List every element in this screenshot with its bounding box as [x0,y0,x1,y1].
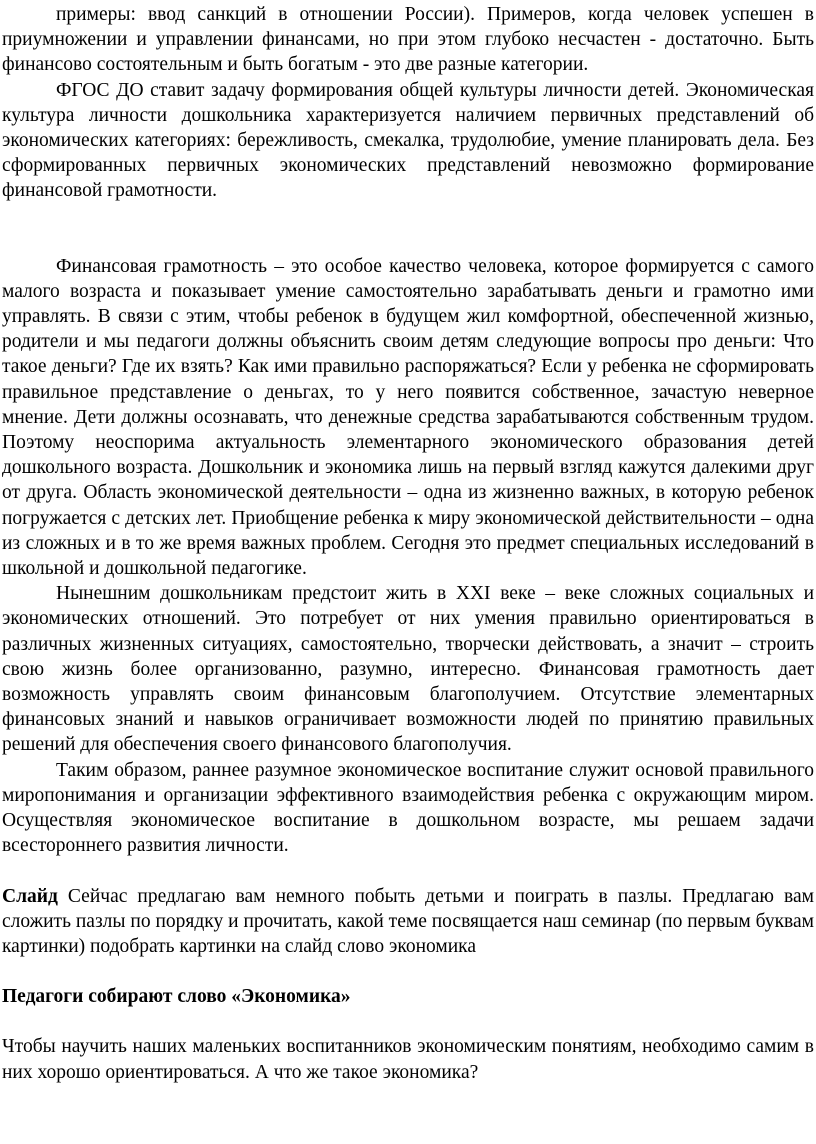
paragraph-xxi-century: Нынешним дошкольникам предстоит жить в XXI веке – веке сложных социальных и экономических отношений. Это потребует от них умения правильно ориентироваться в различных жизненных ситуациях, самостоятельно, творчески действовать, а значит – строить свою жизнь более организованно, разумно, интересно. Финансовая грамотность дает возможность управлять своим финансовым благополучием. Отсутствие элементарных финансовых знаний и навыков ограничивает возможности людей по принятию правильных решений для обеспечения своего финансового благополучия. [2,583,814,756]
paragraph-conclusion: Таким образом, раннее разумное экономическое воспитание служит основой правильного миропонимания и организации эффективного взаимодействия ребенка с окружающим миром. Осуществляя экономическое воспитание в дошкольном возрасте, мы решаем задачи всестороннего развития личности. [2,759,814,857]
spacer [2,1009,814,1034]
spacer [2,204,814,254]
slide-label: Слайд [2,885,58,907]
heading-economics-word: Педагоги собирают слово «Экономика» [2,986,351,1008]
spacer [2,959,814,984]
slide-text: Сейчас предлагаю вам немного побыть детьми и поиграть в пазлы. Предлагаю вам сложить пазлы по порядку и прочитать, какой теме посвящается наш семинар (по первым буквам картинки) подобрать картинки на слайд слово экономика [2,885,814,957]
paragraph-continuation: примеры: ввод санкций в отношении России). Примеров, когда человек успешен в приумножении и управлении финансами, но при этом глубоко несчастен - достаточно. Быть финансово состоятельным и быть богатым - это две разные категории. [2,4,814,76]
paragraph-fgos: ФГОС ДО ставит задачу формирования общей культуры личности детей. Экономическая культура личности дошкольника характеризуется наличием первичных представлений об экономических категориях: бережливость, смекалка, трудолюбие, умение планировать дела. Без сформированных первичных экономических представлений невозможно формирование финансовой грамотности. [2,79,814,202]
paragraph-financial-literacy: Финансовая грамотность – это особое качество человека, которое формируется с самого малого возраста и показывает умение самостоятельно зарабатывать деньги и грамотно ими управлять. В связи с этим, чтобы ребенок в будущем жил комфортной, обеспеченной жизнью, родители и мы педагоги должны объяснить своим детям следующие вопросы про деньги: Что такое деньги? Где их взять? Как ими правильно распоряжаться? Если у ребенка не сформировать правильное представление о деньгах, то у него появится собственное, зачастую неверное мнение. Дети должны осознавать, что денежные средства зарабатываются собственным трудом. Поэтому неоспорима актуальность элементарного экономического образования детей дошкольного возраста. Дошкольник и экономика лишь на первый взгляд кажутся далекими друг от друга. Область экономической деятельности – одна из жизненно важных, в которую ребенок погружается с детских лет. Приобщение ребенка к миру экономической действительности – одна из сложных и в то же время важных проблем. Сегодня это предмет специальных исследований в школьной и дошкольной педагогике. [2,255,814,580]
spacer [2,859,814,884]
paragraph-economics-question: Чтобы научить наших маленьких воспитанников экономическим понятиям, необходимо самим в них хорошо ориентироваться. А что же такое экономика? [2,1036,814,1083]
paragraph-slide [2,884,814,960]
